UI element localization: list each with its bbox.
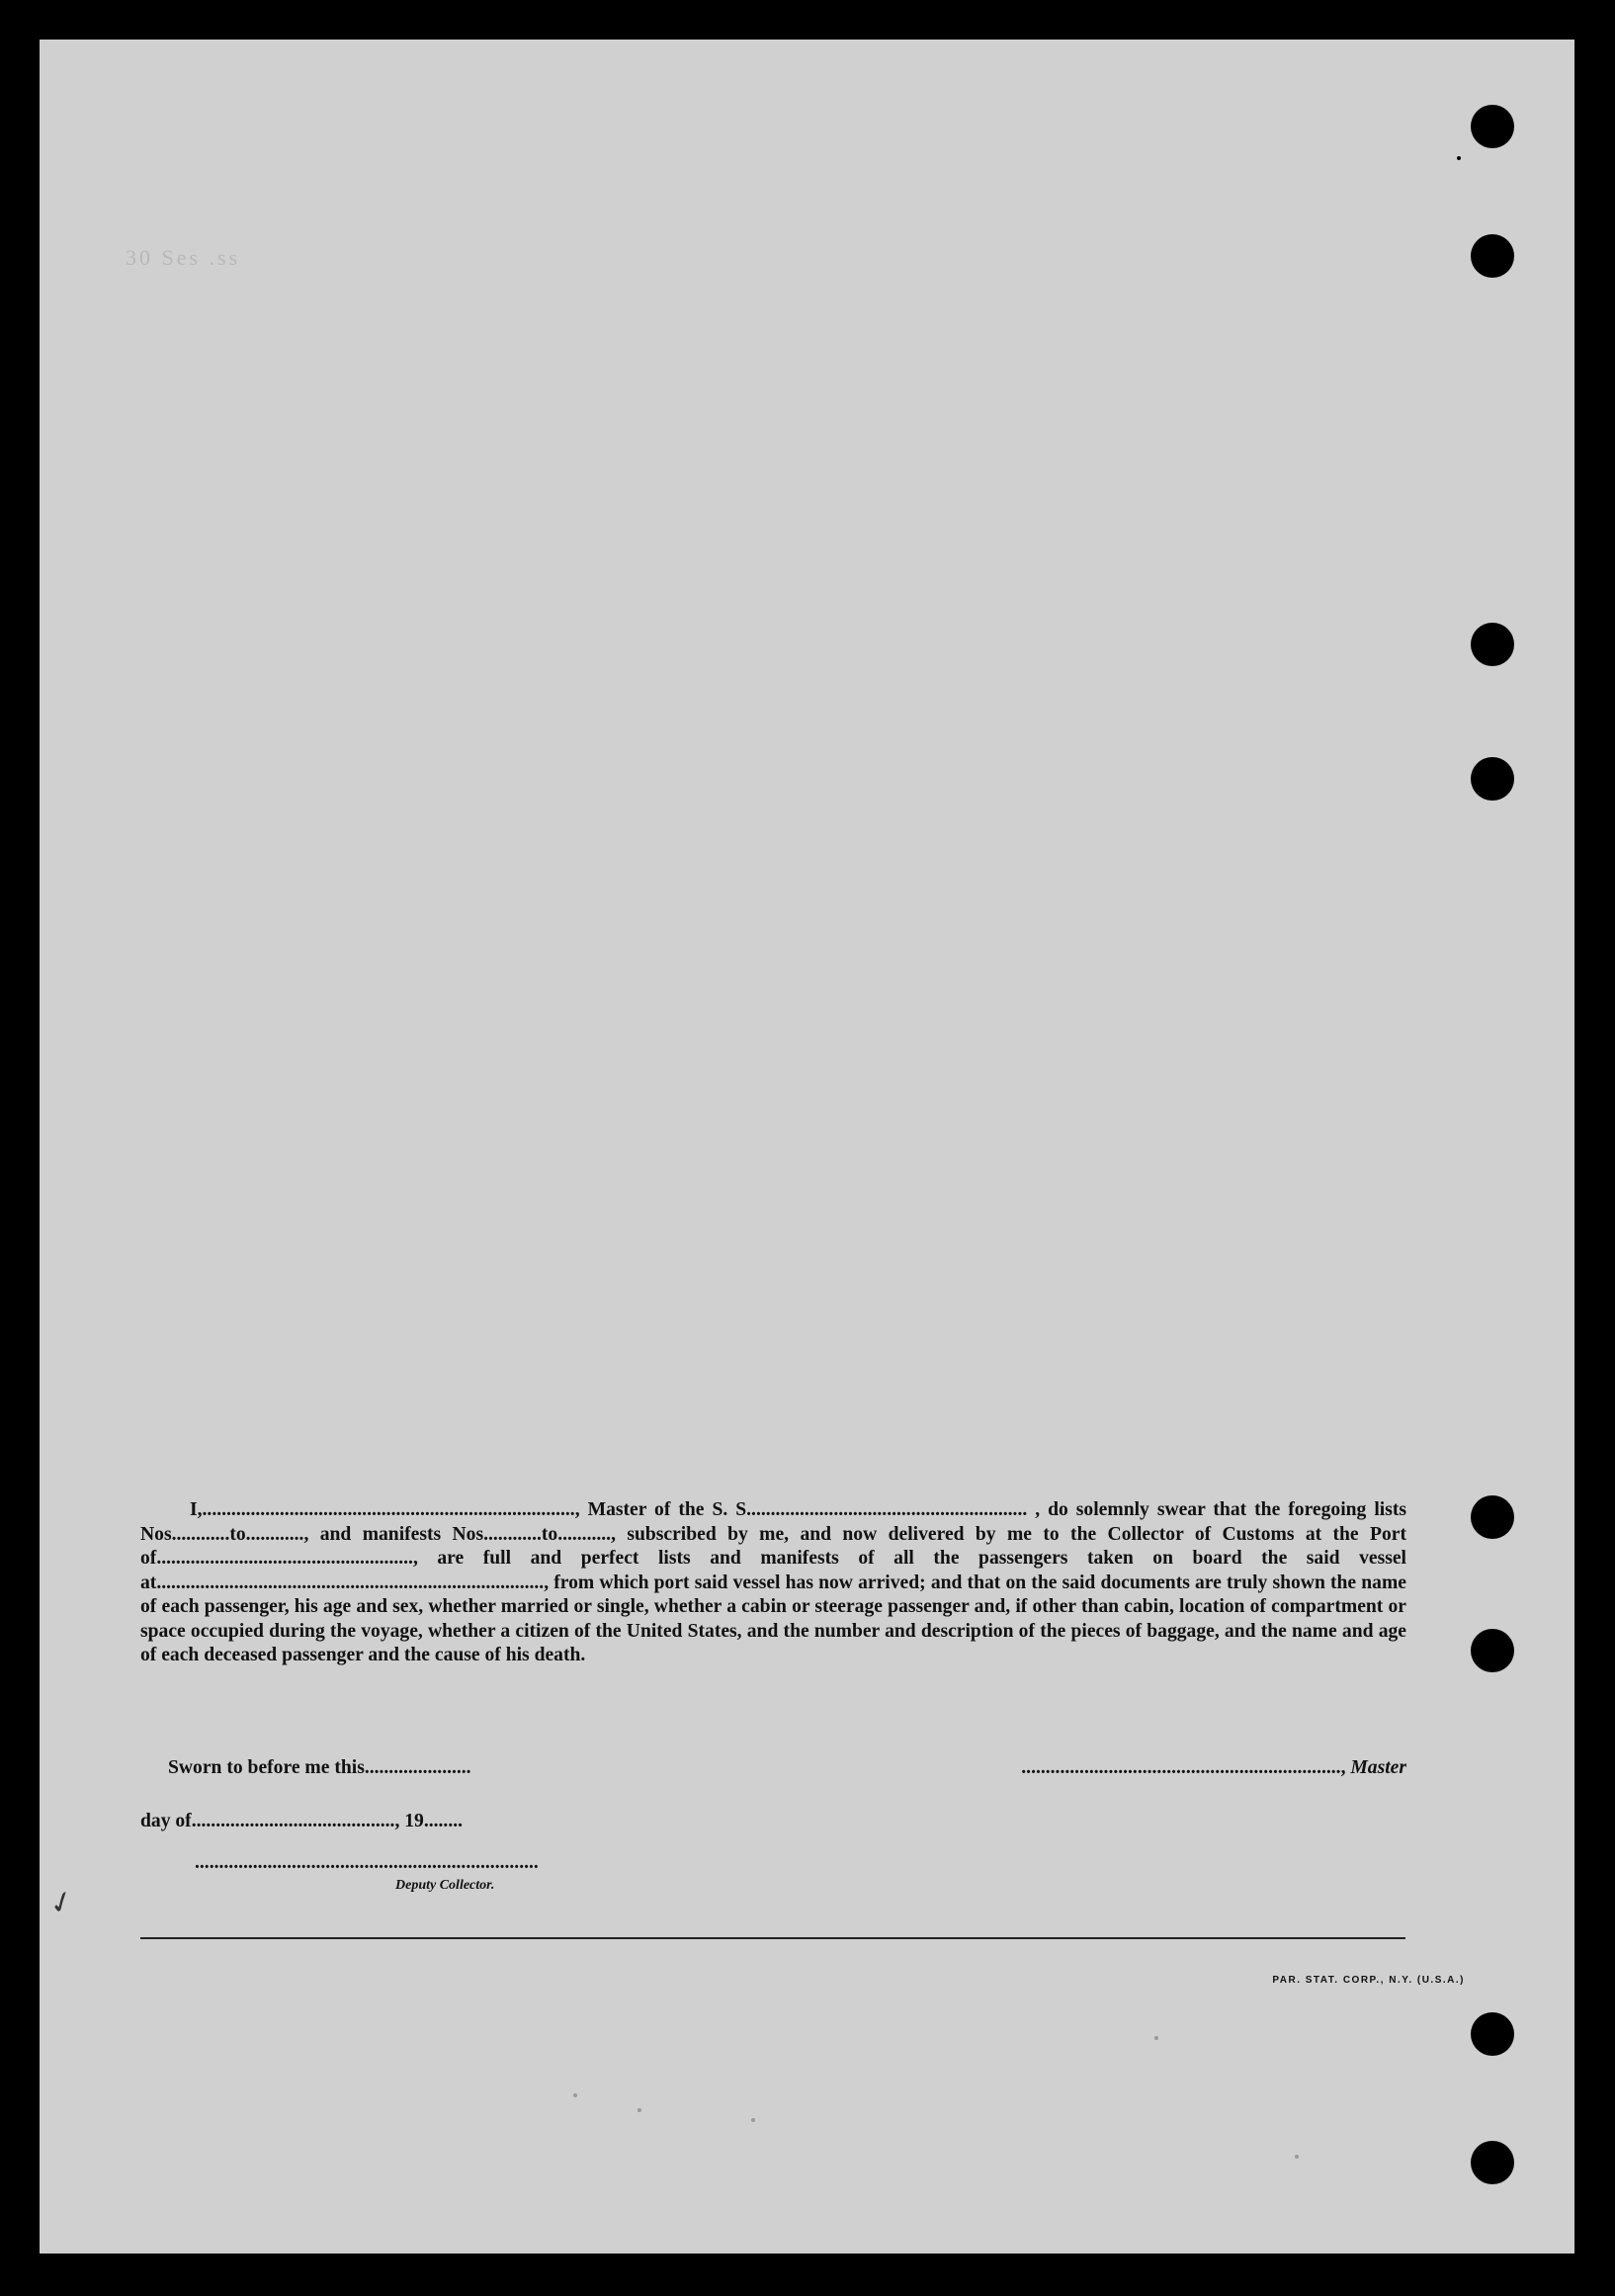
binder-hole	[1471, 2012, 1514, 2056]
speckle	[1154, 2036, 1158, 2040]
speckle	[1457, 156, 1461, 160]
oath-paragraph	[140, 1498, 1406, 1668]
binder-hole	[1471, 1495, 1514, 1539]
deputy-label: Deputy Collector.	[395, 1878, 495, 1893]
master-dots: ..................................................................,	[1021, 1757, 1346, 1778]
sworn-line: Sworn to before me this......................	[168, 1757, 471, 1778]
speckle	[638, 2108, 641, 2112]
day-line: day of.........................................., 19........	[140, 1811, 464, 1831]
bottom-rule	[140, 1937, 1405, 1939]
master-label: Master	[1350, 1757, 1406, 1778]
binder-hole	[1471, 2141, 1514, 2184]
speckle	[751, 2118, 755, 2122]
master-signature-line	[888, 1757, 1406, 1779]
handwritten-mark: ✓	[44, 1883, 80, 1923]
speckle	[1295, 2155, 1299, 2159]
binder-hole	[1471, 234, 1514, 278]
binder-hole	[1471, 1629, 1514, 1672]
binder-hole	[1471, 105, 1514, 148]
binder-hole	[1471, 757, 1514, 801]
binder-hole	[1471, 623, 1514, 666]
form-page	[40, 40, 1574, 2253]
oath-text: I,............................................................................., Master of the S. S.......................................................... , do solemnly swear that the foregoing lists Nos............to............, and manifests Nos............to..........., subscribed by me, and now delivered by me to the Collector of Customs at the Port of....................................................., are full and perfect lists and manifests of all the passengers taken on board the said vessel at................................................................................, from which port said vessel has now arrived; and that on the said documents are truly shown the name of each passenger, his age and sex, whether married or single, whether a cabin or steerage passenger and, if other than cabin, location of compartment or space occupied during the voyage, whether a citizen of the United States, and the number and description of the pieces of baggage, and the name and age of each deceased passenger and the cause of his death.	[140, 1499, 1406, 1665]
printer-imprint: PAR. STAT. CORP., N.Y. (U.S.A.)	[1272, 1975, 1465, 1986]
deputy-signature-line: .......................................................................	[195, 1852, 539, 1873]
faint-header: 30 Ses .ss	[126, 245, 241, 270]
speckle	[573, 2093, 577, 2097]
